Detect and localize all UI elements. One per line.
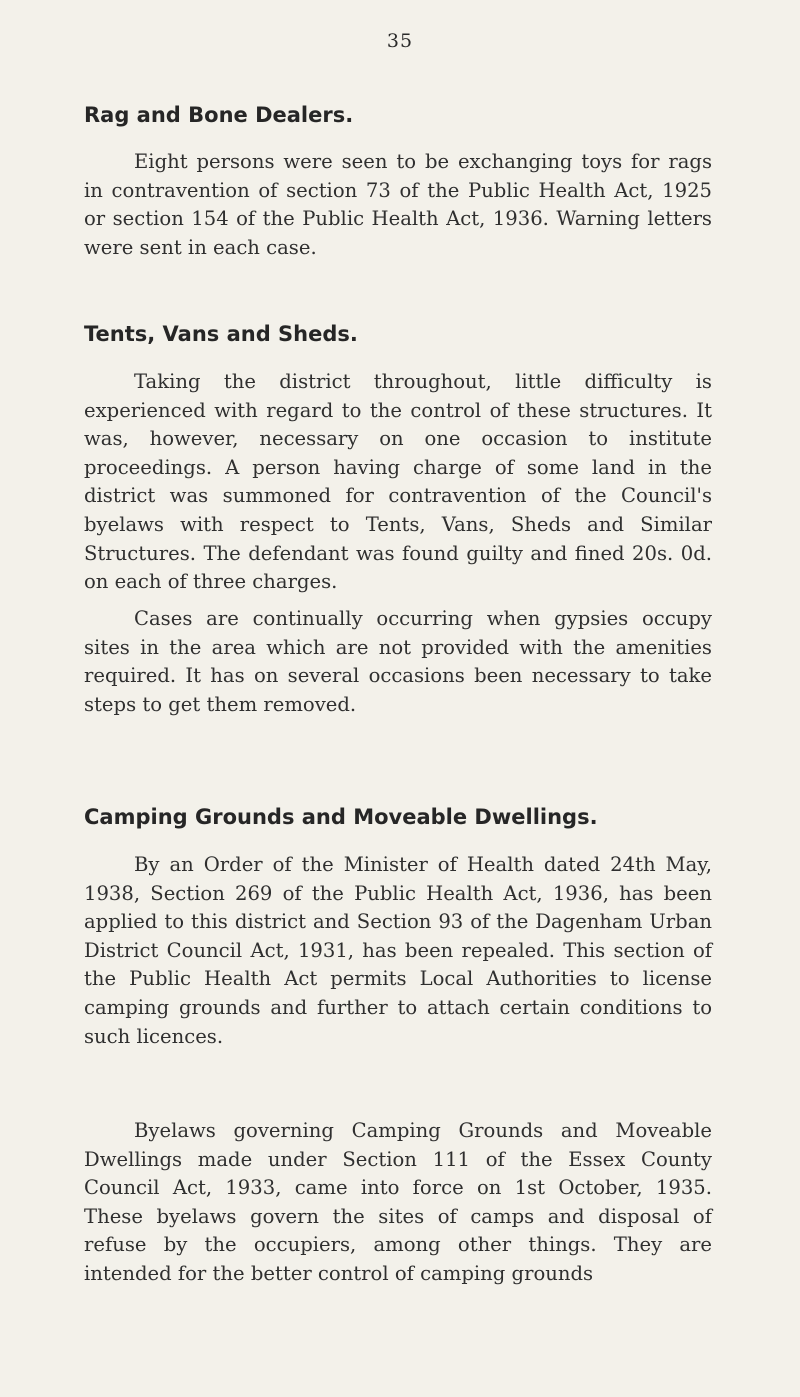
section-heading-tents-vans-sheds: Tents, Vans and Sheds. xyxy=(84,322,358,346)
paragraph: Byelaws governing Camping Grounds and Moveable Dwellings made under Section 111 of the Essex County Council Act, 1933, came into force on 1st October, 1935. These byelaws govern the sites of camps and disposal of refuse by the occupiers, among other things. They are intended for the better control of camping grounds xyxy=(84,1119,712,1285)
section-heading-camping-grounds: Camping Grounds and Moveable Dwellings. xyxy=(84,805,598,829)
paragraph: Cases are continually occurring when gypsies occupy sites in the area which are not provided with the amenities required. It has on several occasions been necessary to take steps to get them removed. xyxy=(84,607,712,716)
page-number: 35 xyxy=(386,30,414,52)
paragraph: Eight persons were seen to be exchanging toys for rags in contravention of section 73 of the Public Health Act, 1925 or section 154 of the Public Health Act, 1936. Warning letters were sent in each case. xyxy=(84,150,712,259)
section-heading-rag-and-bone-dealers: Rag and Bone Dealers. xyxy=(84,103,354,127)
paragraph: By an Order of the Minister of Health dated 24th May, 1938, Section 269 of the Public Health Act, 1936, has been applied to this district and Section 93 of the Dagenham Urban District Council Act, 1931, has been repealed. This section of the Public Health Act permits Local Authorities to license camping grounds and further to attach certain conditions to such licences. xyxy=(84,853,712,1048)
paragraph: Taking the district throughout, little difficulty is experienced with regard to the control of these structures. It was, however, necessary on one occasion to institute proceedings. A person having charge of some land in the district was summoned for contravention of the Council's byelaws with respect to Tents, Vans, Sheds and Similar Structures. The defendant was found guilty and fined 20s. 0d. on each of three charges. xyxy=(84,370,712,594)
